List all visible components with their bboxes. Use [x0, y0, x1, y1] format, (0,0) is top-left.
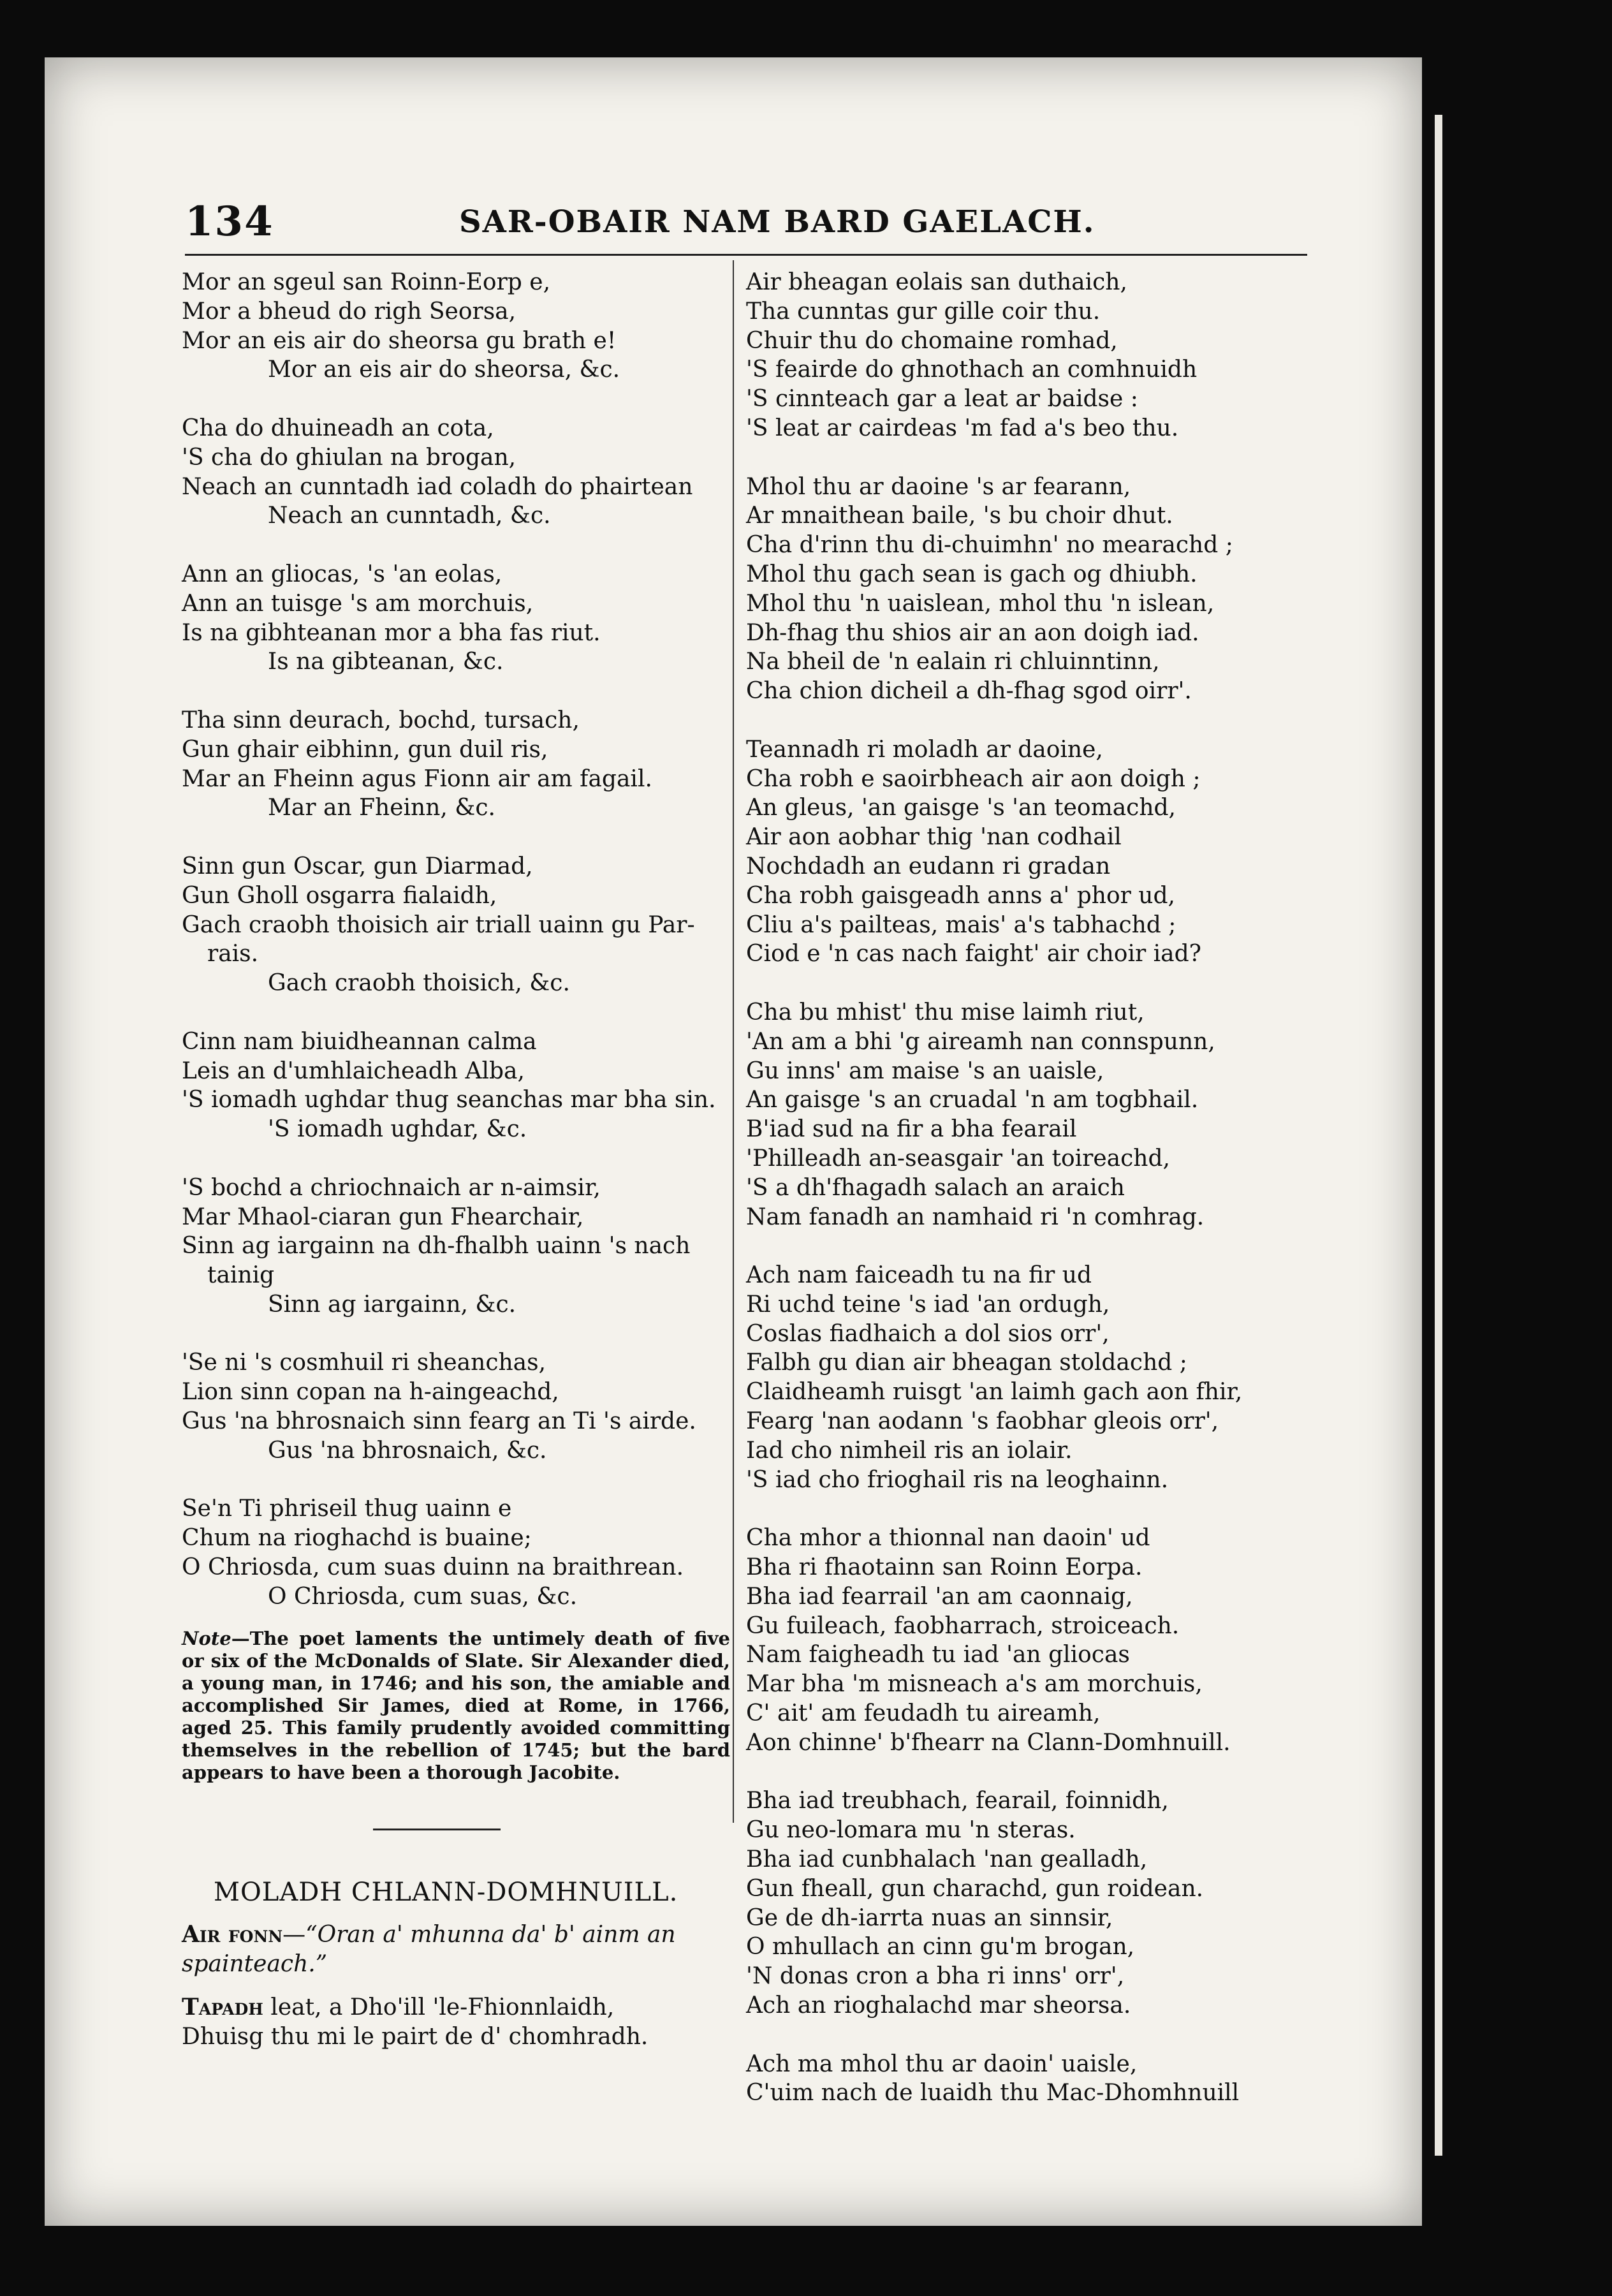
- verse-line: Cha robh e saoirbheach air aon doigh ;: [746, 765, 1201, 792]
- verse-line: tainig: [207, 1262, 275, 1289]
- refrain-line: Gus 'na bhrosnaich, &c.: [268, 1437, 547, 1464]
- verse-text: leat, a Dho'ill 'le-Fhionnlaidh,: [263, 1994, 615, 2020]
- verse-line: B'iad sud na fir a bha fearail: [746, 1116, 1077, 1143]
- verse-line: Iad cho nimheil ris an iolair.: [746, 1437, 1073, 1464]
- refrain-line: Is na gibteanan, &c.: [268, 649, 504, 675]
- verse-line: O mhullach an cinn gu'm brogan,: [746, 1934, 1135, 1961]
- refrain-line: Mor an eis air do sheorsa, &c.: [268, 357, 620, 383]
- verse-line: Tha sinn deurach, bochd, tursach,: [182, 707, 580, 733]
- verse-line: Dh-fhag thu shios air an aon doigh iad.: [746, 619, 1199, 646]
- verse-line: Dhuisg thu mi le pairt de d' chomhradh.: [182, 2023, 648, 2050]
- verse-line: Cha do dhuineadh an cota,: [182, 415, 494, 441]
- verse-line: Se'n Ti phriseil thug uainn e: [182, 1496, 512, 1522]
- verse-line: Gu neo-lomara mu 'n steras.: [746, 1817, 1076, 1844]
- section-rule: [373, 1829, 501, 1830]
- verse-line: Ann an gliocas, 's 'an eolas,: [182, 561, 502, 587]
- verse-line: 'S bochd a chriochnaich ar n-aimsir,: [182, 1174, 601, 1201]
- refrain-line: O Chriosda, cum suas, &c.: [268, 1583, 578, 1610]
- verse-line: Bha iad fearrail 'an am caonnaig,: [746, 1583, 1133, 1610]
- verse-line: Ach an rioghalachd mar sheorsa.: [746, 1992, 1131, 2019]
- verse-line: Gu fuileach, faobharrach, stroiceach.: [746, 1612, 1180, 1639]
- verse-line: Mar Mhaol-ciaran gun Fhearchair,: [182, 1203, 584, 1230]
- page-number: 134: [185, 198, 274, 246]
- stanza-gap: [746, 1494, 1301, 1524]
- verse-line: 'Philleadh an-seasgair 'an toireachd,: [746, 1145, 1170, 1172]
- verse-line: 'Se ni 's cosmhuil ri sheanchas,: [182, 1350, 546, 1376]
- verse-line: Cinn nam biuidheannan calma: [182, 1028, 537, 1055]
- verse-line: Cha chion dicheil a dh-fhag sgod oirr'.: [746, 678, 1192, 705]
- verse-line: 'S iad cho frioghail ris na leoghainn.: [746, 1466, 1169, 1493]
- verse-line: 'S cinnteach gar a leat ar baidse :: [746, 386, 1138, 413]
- stanza-gap: [746, 2020, 1301, 2050]
- verse-line: Chum na rioghachd is buaine;: [182, 1525, 532, 1552]
- verse-line: [182, 1993, 730, 2022]
- stanza-gap: [746, 1758, 1301, 1787]
- verse-line: Ar mnaithean baile, 's bu choir dhut.: [746, 503, 1173, 529]
- page-edge: [1435, 115, 1442, 2156]
- footnote-label: Note: [182, 1628, 231, 1650]
- verse-line: Sinn ag iargainn na dh-fhalbh uainn 's nach: [182, 1233, 691, 1260]
- verse-line: Ann an tuisge 's am morchuis,: [182, 590, 534, 617]
- refrain-line: Mar an Fheinn, &c.: [268, 795, 495, 821]
- verse-line: Ach ma mhol thu ar daoin' uaisle,: [746, 2050, 1138, 2077]
- footnote: [182, 1628, 730, 1784]
- left-column: [182, 268, 730, 2051]
- verse-line: Ach nam faiceadh tu na fir ud: [746, 1262, 1092, 1289]
- verse-line: 'S leat ar cairdeas 'm fad a's beo thu.: [746, 415, 1179, 441]
- verse-line: Neach an cunntadh iad coladh do phairtean: [182, 473, 693, 500]
- running-title: SAR-OBAIR NAM BARD GAELACH.: [459, 204, 1095, 240]
- verse-line: Cha mhor a thionnal nan daoin' ud: [746, 1525, 1150, 1552]
- verse-line: 'An am a bhi 'g aireamh nan connspunn,: [746, 1028, 1215, 1055]
- refrain-line: 'S iomadh ughdar, &c.: [268, 1116, 527, 1143]
- verse-line: An gaisge 's an cruadal 'n am togbhail.: [746, 1087, 1199, 1114]
- verse-line: Air aon aobhar thig 'nan codhail: [746, 824, 1122, 851]
- verse-line: Mor a bheud do righ Seorsa,: [182, 298, 517, 325]
- verse-line: 'S cha do ghiulan na brogan,: [182, 444, 517, 471]
- stanza-gap: [182, 1320, 730, 1349]
- verse-line: Cliu a's pailteas, mais' a's tabhachd ;: [746, 911, 1176, 938]
- verse-line: Mar bha 'm misneach a's am morchuis,: [746, 1671, 1203, 1698]
- stanza-gap: [746, 1232, 1301, 1261]
- verse-line: Fearg 'nan aodann 's faobhar gleois orr',: [746, 1408, 1219, 1435]
- header-rule: [185, 254, 1307, 256]
- refrain-line: Neach an cunntadh, &c.: [268, 503, 551, 529]
- song-title: MOLADH CHLANN-DOMHNUILL.: [214, 1878, 678, 1908]
- stanza-gap: [182, 823, 730, 852]
- verse-line: Aon chinne' b'fhearr na Clann-Domhnuill.: [746, 1729, 1231, 1756]
- verse-line: Ri uchd teine 's iad 'an ordugh,: [746, 1291, 1110, 1318]
- verse-line: Na bheil de 'n ealain ri chluinntinn,: [746, 649, 1160, 675]
- verse-line: Mar an Fheinn agus Fionn air am fagail.: [182, 765, 652, 792]
- verse-line: Gu inns' am maise 's an uaisle,: [746, 1057, 1104, 1084]
- stanza-gap: [182, 1466, 730, 1495]
- verse-line: Sinn gun Oscar, gun Diarmad,: [182, 853, 533, 879]
- verse-line: Claidheamh ruisgt 'an laimh gach aon fhir,: [746, 1379, 1243, 1406]
- verse-line: Bha ri fhaotainn san Roinn Eorpa.: [746, 1554, 1143, 1581]
- verse-line: O Chriosda, cum suas duinn na braithrean.: [182, 1554, 684, 1581]
- verse-line: Mhol thu 'n uaislean, mhol thu 'n islean,: [746, 590, 1215, 617]
- stanza-gap: [182, 1144, 730, 1174]
- verse-line: Ge de dh-iarrta nuas an sinnsir,: [746, 1904, 1113, 1931]
- verse-line: Ciod e 'n cas nach faight' air choir iad?: [746, 941, 1201, 968]
- verse-line: Mor an eis air do sheorsa gu brath e!: [182, 327, 617, 354]
- stanza-gap: [746, 706, 1301, 735]
- verse-line: Nam fanadh an namhaid ri 'n comhrag.: [746, 1203, 1205, 1230]
- verse-line: Mhol thu ar daoine 's ar fearann,: [746, 473, 1131, 500]
- verse-line: Leis an d'umhlaicheadh Alba,: [182, 1057, 525, 1084]
- verse-line: Air bheagan eolais san duthaich,: [746, 269, 1127, 295]
- stanza-gap: [182, 998, 730, 1027]
- verse-line: Cha bu mhist' thu mise laimh riut,: [746, 999, 1145, 1026]
- verse-line: 'S feairde do ghnothach an comhnuidh: [746, 357, 1198, 383]
- verse-line: 'S iomadh ughdar thug seanchas mar bha sin.: [182, 1087, 716, 1114]
- air-line: [182, 1920, 730, 1979]
- drop-word: Tapadh: [182, 1993, 263, 2020]
- right-column: [746, 268, 1301, 2108]
- verse-line: An gleus, 'an gaisge 's 'an teomachd,: [746, 795, 1176, 821]
- verse-line: Nam faigheadh tu iad 'an gliocas: [746, 1642, 1130, 1668]
- verse-line: 'S a dh'fhagadh salach an araich: [746, 1174, 1125, 1201]
- verse-line: Teannadh ri moladh ar daoine,: [746, 736, 1103, 763]
- stanza-gap: [746, 443, 1301, 473]
- verse-line: rais.: [207, 941, 259, 968]
- stanza-gap: [182, 677, 730, 706]
- air-tune: “Oran a' mhunna da' b' ainm an spainteach.”: [182, 1922, 676, 1978]
- verse-line: Is na gibhteanan mor a bha fas riut.: [182, 619, 601, 646]
- stanza-gap: [182, 531, 730, 560]
- verse-line: 'N donas cron a bha ri inns' orr',: [746, 1963, 1125, 1990]
- air-label: Air fonn: [182, 1921, 283, 1948]
- verse-line: Gus 'na bhrosnaich sinn fearg an Ti 's airde.: [182, 1408, 696, 1435]
- verse-line: Coslas fiadhaich a dol sios orr',: [746, 1320, 1110, 1347]
- refrain-line: Gach craobh thoisich, &c.: [268, 970, 570, 997]
- air-dash: —: [282, 1922, 306, 1948]
- stanza-gap: [746, 969, 1301, 998]
- verse-line: Lion sinn copan na h-aingeachd,: [182, 1379, 559, 1406]
- column-divider: [733, 260, 734, 1823]
- page-header: [185, 198, 1307, 255]
- verse-line: Nochdadh an eudann ri gradan: [746, 853, 1111, 879]
- verse-line: Gun fheall, gun charachd, gun roidean.: [746, 1875, 1204, 1902]
- verse-line: Gach craobh thoisich air triall uainn gu Par-: [182, 911, 695, 938]
- verse-line: Gun Gholl osgarra fialaidh,: [182, 882, 497, 909]
- verse-line: Bha iad cunbhalach 'nan gealladh,: [746, 1846, 1148, 1873]
- stanza-gap: [182, 385, 730, 414]
- verse-line: Gun ghair eibhinn, gun duil ris,: [182, 736, 548, 763]
- verse-line: Cha robh gaisgeadh anns a' phor ud,: [746, 882, 1175, 909]
- verse-line: Mor an sgeul san Roinn-Eorp e,: [182, 269, 551, 295]
- verse-line: C' ait' am feudadh tu aireamh,: [746, 1700, 1101, 1727]
- verse-line: C'uim nach de luaidh thu Mac-Dhomhnuill: [746, 2080, 1240, 2107]
- verse-line: Chuir thu do chomaine romhad,: [746, 327, 1118, 354]
- verse-line: Cha d'rinn thu di-chuimhn' no mearachd ;: [746, 532, 1233, 559]
- verse-line: Falbh gu dian air bheagan stoldachd ;: [746, 1350, 1187, 1376]
- verse-line: Tha cunntas gur gille coir thu.: [746, 298, 1101, 325]
- footnote-text: —The poet laments the untimely death of five or six of the McDonalds of Slate. Sir Alexander died, a young man, in 1746; and his son, the amiable and accomplished Sir James, died at Rome, in 1766, aged 25. This family prudently avoided committing themselves in the rebellion of 1745; but the bard appears to have been a thorough Jacobite.: [182, 1628, 730, 1784]
- refrain-line: Sinn ag iargainn, &c.: [268, 1291, 517, 1318]
- verse-line: Bha iad treubhach, fearail, foinnidh,: [746, 1788, 1169, 1814]
- verse-line: Mhol thu gach sean is gach og dhiubh.: [746, 561, 1198, 587]
